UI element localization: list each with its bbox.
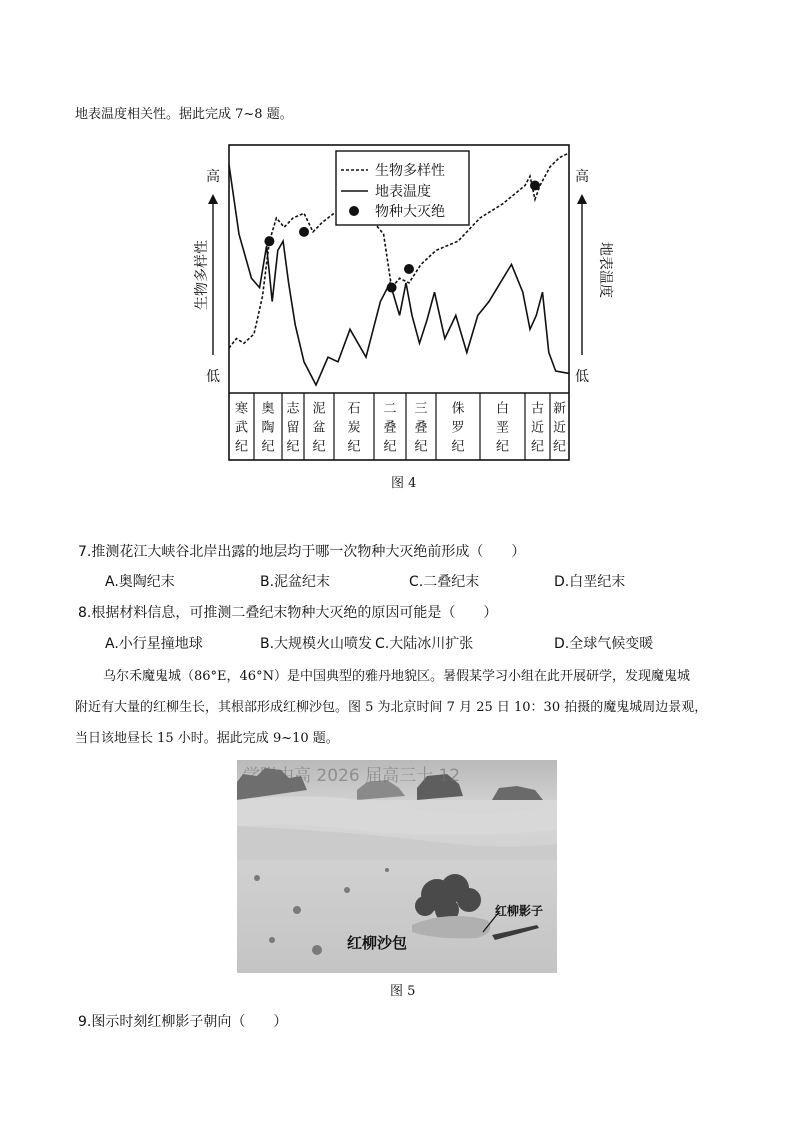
period-label: 石炭纪: [347, 401, 361, 455]
right-axis-low: 低: [575, 369, 589, 385]
right-axis-label: 地表温度: [597, 242, 613, 298]
q7-option-b[interactable]: B.泥盆纪末: [260, 574, 331, 590]
period-label: 泥盆纪: [312, 401, 326, 455]
period-label: 白垩纪: [495, 401, 510, 455]
q8-option-a[interactable]: A.小行星撞地球: [105, 636, 203, 652]
period-label: 侏罗纪: [451, 401, 465, 455]
intro-text: 地表温度相关性。据此完成 7~8 题。: [75, 107, 293, 122]
question-7-stem: 7.推测花江大峡谷北岸出露的地层均于哪一次物种大灭绝前形成（ ）: [78, 544, 526, 560]
passage-line-2: 附近有大量的红柳生长，其根部形成红柳沙包。图 5 为北京时间 7 月 25 日 10：30 拍摄的魔鬼城周边景观，: [75, 700, 708, 715]
extinction-dot: [299, 227, 309, 237]
watermark-text: 学附中高 2026 届高三十 12: [243, 766, 461, 786]
question-9-stem: 9.图示时刻红柳影子朝向（ ）: [78, 1014, 288, 1030]
right-axis-high: 高: [575, 169, 589, 185]
extinction-dot: [387, 283, 397, 293]
left-axis-arrow-head: [208, 194, 218, 204]
q7-option-a[interactable]: A.奥陶纪末: [105, 574, 175, 590]
passage-line-1: 乌尔禾魔鬼城（86°E，46°N）是中国典型的雅丹地貌区。暑假某学习小组在此开展研学，发现魔鬼城: [103, 669, 690, 684]
q8-option-c[interactable]: C.大陆冰川扩张: [375, 636, 474, 652]
period-label: 三叠纪: [414, 401, 428, 455]
label-dune: 红柳沙包: [347, 934, 408, 952]
legend-dot-swatch: [349, 206, 359, 216]
left-axis-low: 低: [206, 369, 220, 385]
period-label: 古近纪: [530, 401, 545, 455]
period-label: 二叠纪: [383, 401, 397, 455]
period-label: 奥陶纪: [261, 401, 275, 455]
biodiversity-temperature-chart: [0, 0, 794, 500]
legend-temperature: 地表温度: [375, 184, 431, 200]
passage-line-3: 当日该地昼长 15 小时。据此完成 9~10 题。: [75, 731, 339, 746]
label-shadow: 红柳影子: [495, 904, 544, 918]
legend-extinction: 物种大灭绝: [375, 204, 445, 220]
legend-biodiversity: 生物多样性: [375, 163, 445, 179]
q8-option-d[interactable]: D.全球气候变暖: [554, 636, 654, 652]
extinction-dot: [264, 236, 274, 246]
figure5-caption: 图 5: [390, 984, 416, 999]
left-axis-high: 高: [206, 169, 220, 185]
q8-option-b[interactable]: B.大规模火山喷发: [260, 636, 373, 652]
right-axis-arrow-head: [577, 194, 587, 204]
q7-option-d[interactable]: D.白垩纪末: [554, 574, 626, 590]
period-label: 新近纪: [552, 401, 567, 455]
question-8-stem: 8.根据材料信息，可推测二叠纪末物种大灭绝的原因可能是（ ）: [78, 605, 498, 621]
extinction-dot: [404, 264, 414, 274]
period-label: 寒武纪: [234, 401, 249, 455]
extinction-dot: [530, 180, 540, 190]
figure4-caption: 图 4: [391, 476, 417, 491]
left-axis-label: 生物多样性: [194, 240, 210, 310]
figure5-photo: [237, 760, 557, 973]
q7-option-c[interactable]: C.二叠纪末: [409, 574, 480, 590]
period-label: 志留纪: [286, 401, 300, 455]
